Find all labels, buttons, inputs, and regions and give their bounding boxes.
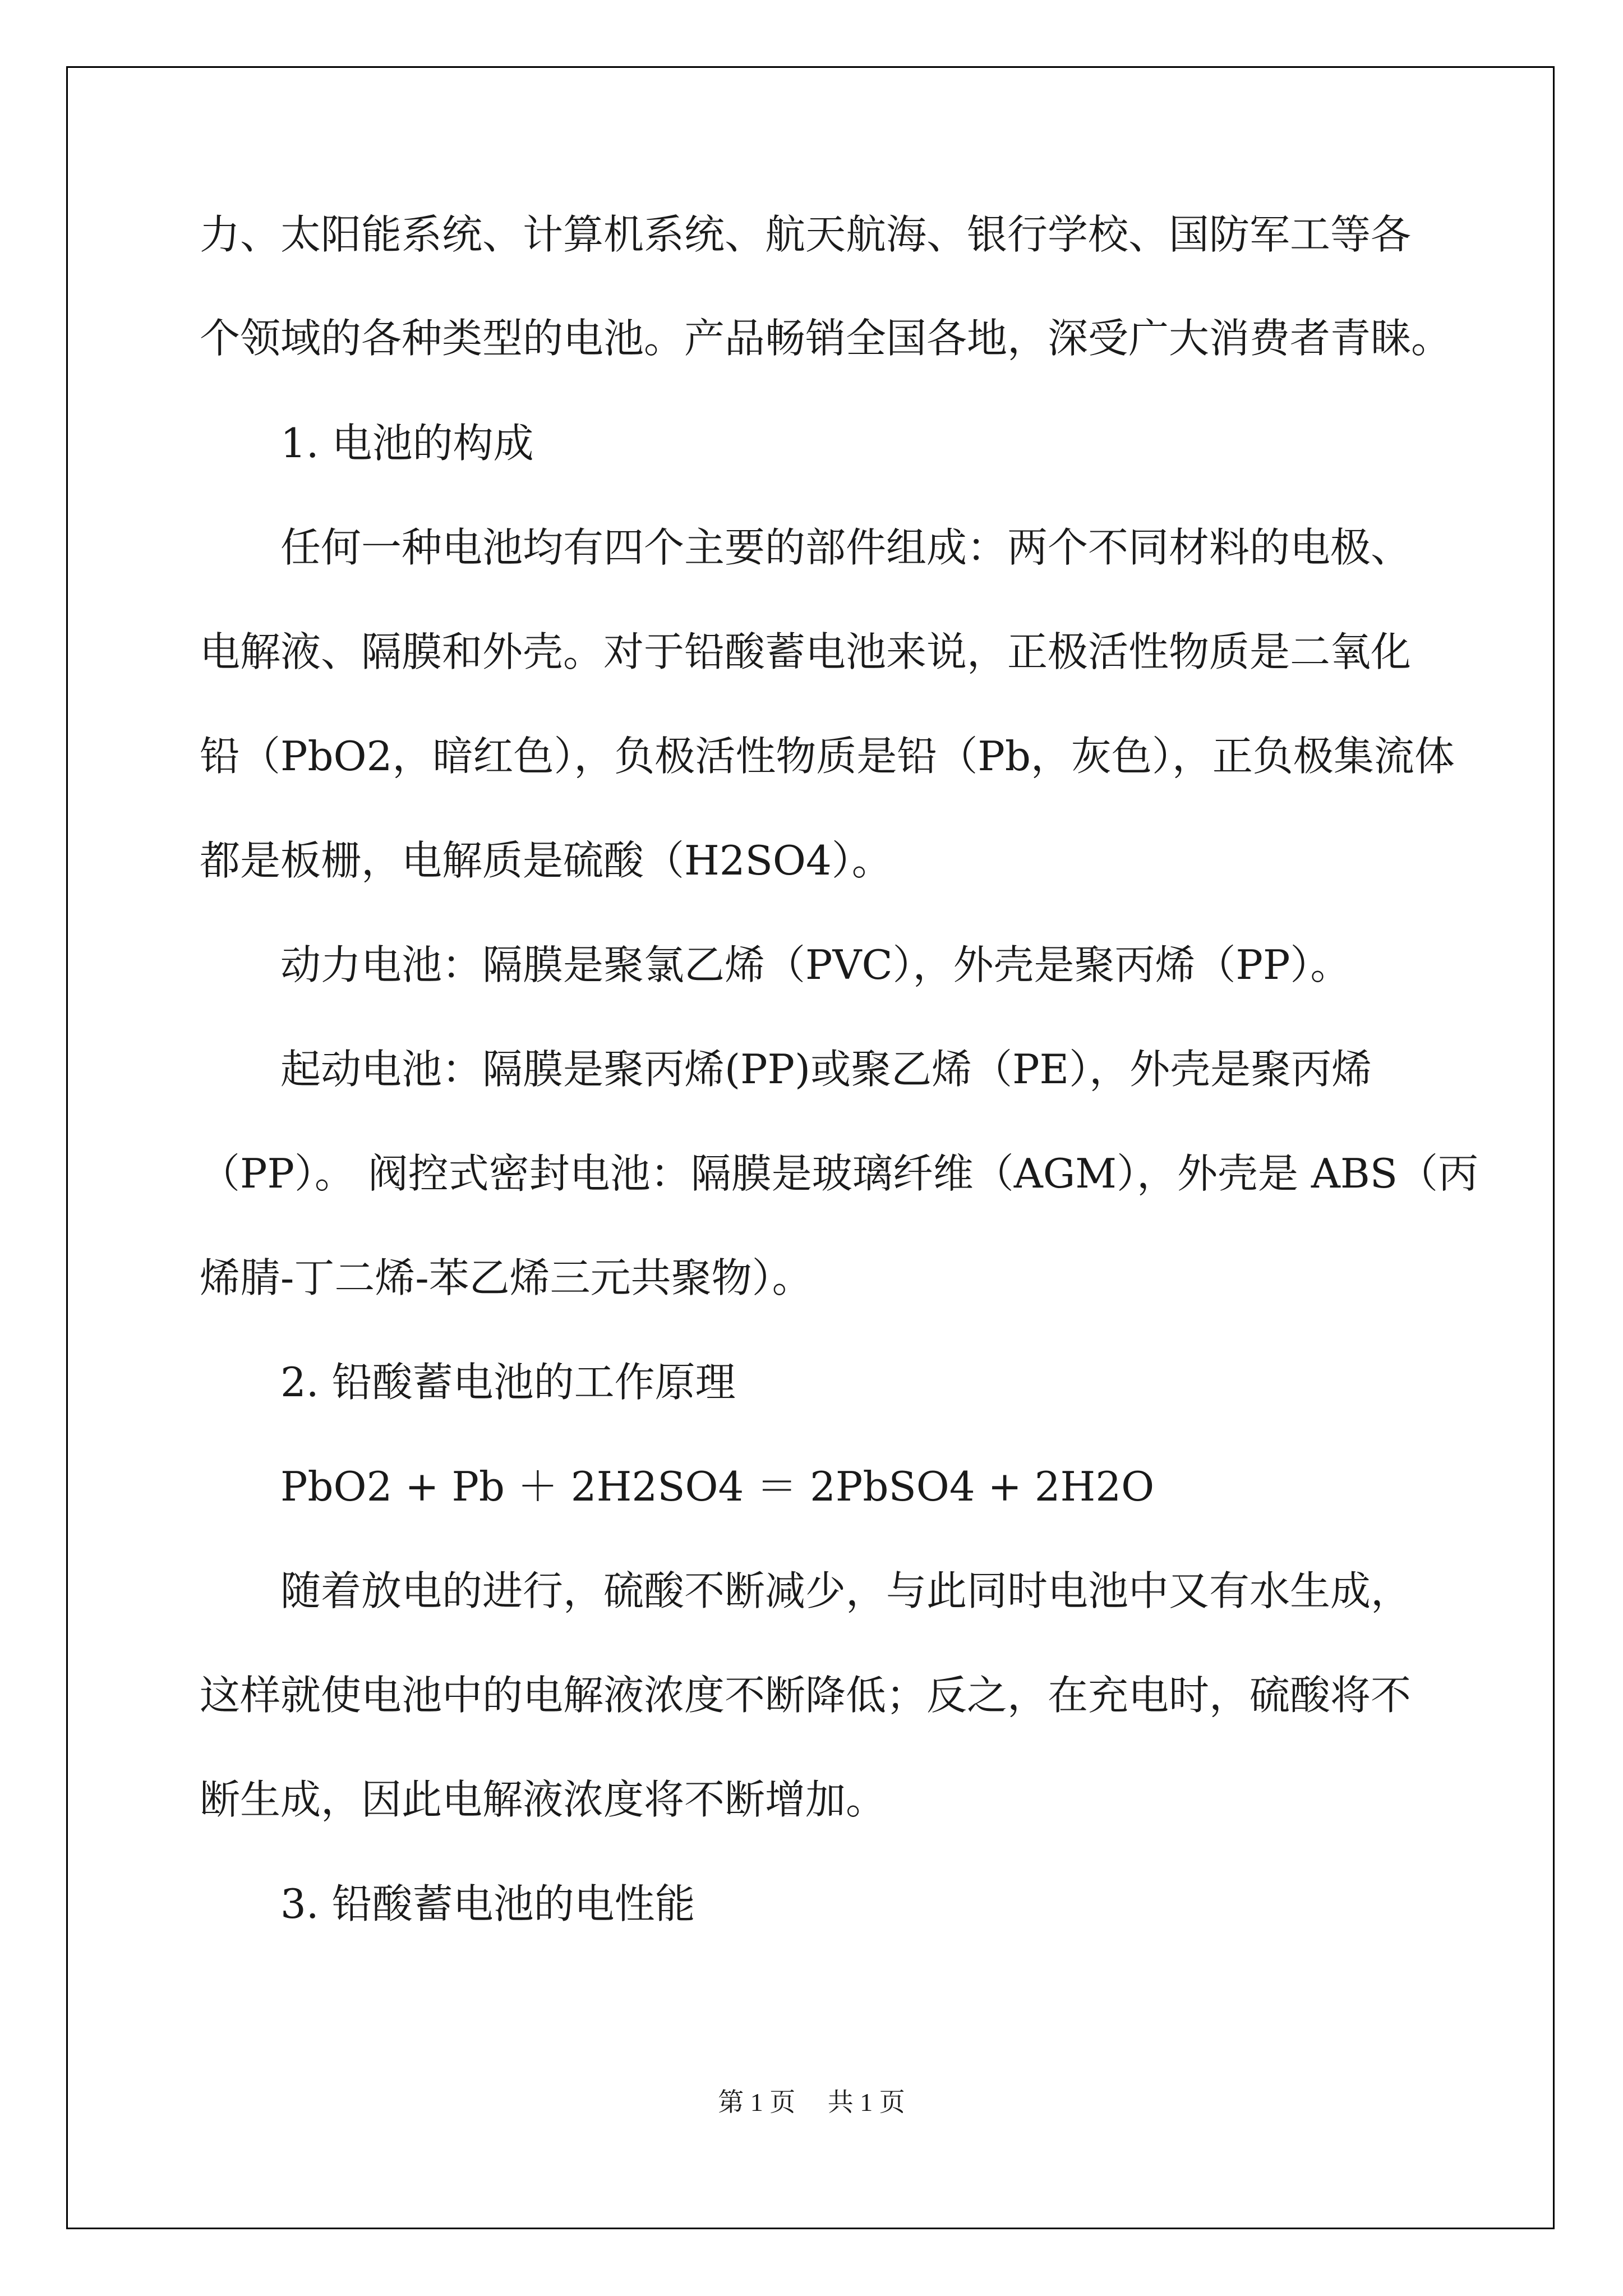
paragraph-line: 力、太阳能系统、计算机系统、航天航海、银行学校、国防军工等各	[200, 211, 1412, 258]
paragraph-line: 动力电池：隔膜是聚氯乙烯（PVC），外壳是聚丙烯（PP）。	[280, 941, 1351, 988]
page-total: 共 1 页	[827, 2088, 905, 2116]
paragraph-line: 任何一种电池均有四个主要的部件组成：两个不同材料的电极、	[280, 524, 1412, 571]
paragraph-line: 都是板栅，电解质是硫酸（H2SO4）。	[200, 837, 892, 884]
section-heading: 1. 电池的构成	[280, 420, 534, 467]
paragraph-line: 起动电池：隔膜是聚丙烯(PP)或聚乙烯（PE），外壳是聚丙烯	[280, 1046, 1372, 1093]
paragraph-line: 铅（PbO2，暗红色），负极活性物质是铅（Pb，灰色），正负极集流体	[200, 733, 1455, 780]
page-number: 第 1 页	[718, 2088, 796, 2116]
page-footer	[0, 2086, 1623, 2119]
paragraph-line: 烯腈-丁二烯-苯乙烯三元共聚物）。	[200, 1254, 813, 1301]
paragraph-line: 这样就使电池中的电解液浓度不断降低；反之，在充电时，硫酸将不	[200, 1672, 1412, 1719]
paragraph-line: （PP）。 阀控式密封电池：隔膜是玻璃纤维（AGM），外壳是 ABS（丙	[200, 1150, 1479, 1197]
paragraph-line: 断生成，因此电解液浓度将不断增加。	[200, 1776, 887, 1823]
chemical-equation: PbO2 + Pb ＋ 2H2SO4 ＝ 2PbSO4 + 2H2O	[280, 1463, 1155, 1510]
section-heading: 2. 铅酸蓄电池的工作原理	[280, 1359, 736, 1406]
paragraph-line: 随着放电的进行，硫酸不断减少，与此同时电池中又有水生成，	[280, 1567, 1412, 1614]
section-heading: 3. 铅酸蓄电池的电性能	[280, 1880, 695, 1927]
paragraph-line: 个领域的各种类型的电池。产品畅销全国各地，深受广大消费者青睐。	[200, 315, 1452, 362]
paragraph-line: 电解液、隔膜和外壳。对于铅酸蓄电池来说，正极活性物质是二氧化	[200, 628, 1412, 675]
